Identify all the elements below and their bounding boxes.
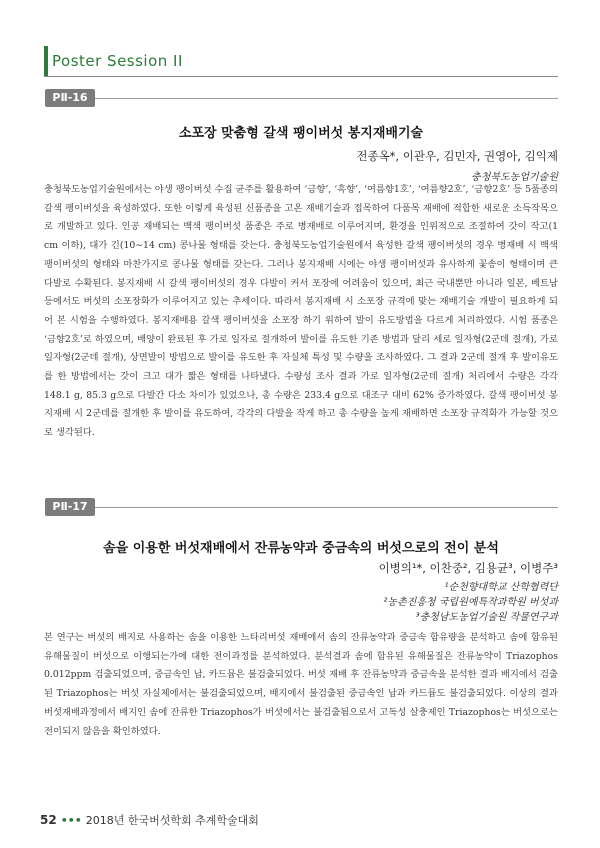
poster-affiliation: ²농촌진흥청 국립원예특작과학원 버섯과 xyxy=(383,597,558,608)
poster-title: 솜을 이용한 버섯재배에서 잔류농약과 중금속의 버섯으로의 전이 분석 xyxy=(103,541,499,556)
poster-title: 소포장 맞춤형 갈색 팽이버섯 봉지재배기술 xyxy=(178,126,424,141)
page-footer xyxy=(40,812,259,828)
poster-divider xyxy=(95,507,558,508)
section-title: Poster Session II xyxy=(52,52,183,70)
poster-id-badge: PⅡ-17 xyxy=(45,498,95,516)
poster-divider xyxy=(95,98,558,99)
footer-conference: 2018년 한국버섯학회 추계학술대회 xyxy=(85,814,259,827)
poster-authors: 이병의¹*, 이찬중², 김용균³, 이병주³ xyxy=(378,561,558,575)
page-number: 52 xyxy=(40,813,57,827)
poster-affiliation: 충청북도농업기술원 xyxy=(471,172,558,183)
poster-abstract: 충청북도농업기술원에서는 야생 팽이버섯 수집 균주를 활용하여 ‘금향’, ‘흑향’, ‘여름향1호’, ‘여름향2호’, ‘금향2호’ 등 5품종의 갈색 팽이버섯을 육성하였다. 또한 이렇게 육성된 신품종을 고온 재배기술과 접목하여 다품목 재배에 적합한 새로운 소득작목으로 개발하고 있다. 인공 재배되는 백색 팽이버섯 품종은 주로 병재배로 이루어지며, 환경을 인위적으로 조절하여 갓이 작고(1 cm 이하), 대가 긴(10∼14 cm) 콩나물 형태를 갖는다. 충청북도농업기술원에서 육성한 갈색 팽이버섯의 경우 병재배 시 백색 팽이버섯의 형태와 마찬가지로 콩나물 형태를 갖는다. 그러나 봉지재배 시에는 야생 팽이버섯과 유사하게 꽃송이 형태이며 큰 다발로 수확된다. 봉지재배 시 갈색 팽이버섯의 경우 다발이 커서 포장에 어려움이 있으며, 최근 국내뿐만 아니라 일본, 베트남 등에서도 버섯의 소포장화가 이루어지고 있는 추세이다. 따라서 봉지재배 시 소포장 규격에 맞는 재배기술 개발이 필요하게 되어 본 시험을 수행하였다. 봉지재배용 갈색 팽이버섯을 소포장 하기 위하여 발이 유도방법을 다르게 처리하였다. 시험 품종은 ‘금향2호’로 하였으며, 배양이 완료된 후 가로 일자로 절개하여 발이를 유도한 기존 방법과 달리 세로 일자형(2군데 절개), 가로 일자형(2군데 절개), 상면발이 방법으로 발이를 유도한 후 자실체 특성 및 수량을 조사하였다. 그 결과 2군데 절개 후 발이유도를 한 방법에서는 갓이 크고 대가 짧은 형태를 나타냈다. 수량성 조사 결과 가로 일자형(2군데 절개) 처리에서 수량은 각각 148.1 g, 85.3 g으로 다발간 다소 차이가 있었으나, 총 수량은 233.4 g으로 대조구 대비 62% 증가하였다. 갈색 팽이버섯 봉지재배 시 2군데를 절개한 후 발이를 유도하여, 각각의 다발을 작게 하고 총 수량을 높게 재배하면 소포장 규격화가 가능할 것으로 생각된다. xyxy=(44,184,558,439)
section-divider xyxy=(44,76,558,77)
poster-affiliation: ³충청남도농업기술원 작물연구과 xyxy=(415,612,558,623)
poster-abstract: 본 연구는 버섯의 배지로 사용하는 솜을 이용한 느타리버섯 재배에서 솜의 잔류농약과 중금속 함유량을 분석하고 솜에 함유된 유해물질이 버섯으로 이행되는가에 대한 전이과정를 분석하였다. 분석결과 솜에 함유된 유해물질은 잔류농약이 Triazophos 0.012ppm 검출되었으며, 중금속인 납, 카드뮴은 불검출되었다. 버섯 재배 후 잔류농약과 중금속을 분석한 결과 배지에서 검출된 Triazophos는 버섯 자실체에서는 불검출되었으며, 배지에서 불검출된 중금속인 납과 카드뮴도 불검출되었다. 이상의 결과 버섯재배과정에서 배지인 솜에 잔류한 Triazophos가 버섯에서는 불검출됨으로서 고독성 살충제인 Triazophos는 버섯으로는 전이되지 않음을 확인하였다. xyxy=(44,632,558,737)
section-accent-bar xyxy=(44,46,48,76)
poster-id-badge: PⅡ-16 xyxy=(45,89,95,107)
footer-dots: ••• xyxy=(60,814,82,827)
poster-affiliation: ¹순천향대학교 산학협력단 xyxy=(444,582,558,593)
poster-authors: 전종옥*, 이관우, 김민자, 권영아, 김익제 xyxy=(356,149,558,163)
